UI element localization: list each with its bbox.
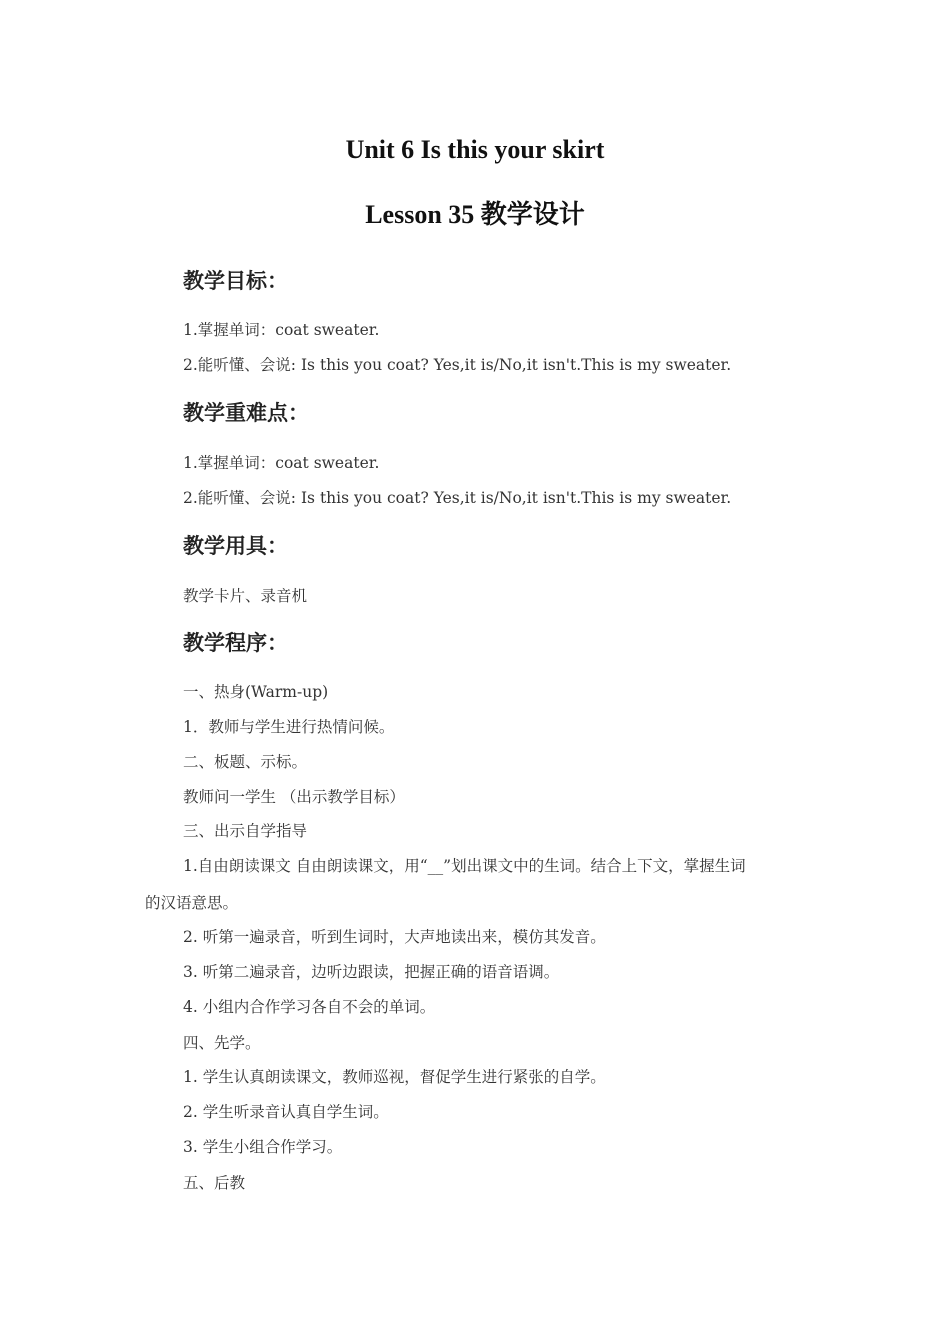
key-points-item-1: 1.掌握单词：coat sweater.: [183, 454, 380, 472]
procedure-step: 4. 小组内合作学习各自不会的单词。: [183, 998, 436, 1016]
procedure-step: 1．教师与学生进行热情问候。: [183, 718, 395, 736]
document-subtitle: Lesson 35 教学设计: [365, 200, 585, 229]
key-points-heading: 教学重难点：: [183, 400, 309, 425]
objectives-heading: 教学目标：: [183, 268, 288, 293]
key-points-item-2: 2.能听懂、会说: Is this you coat? Yes,it is/No,it isn't.This is my sweater.: [183, 489, 732, 507]
procedure-step: 3. 听第二遍录音，边听边跟读，把握正确的语音语调。: [183, 963, 560, 981]
procedure-step: 三、出示自学指导: [183, 822, 308, 840]
procedure-step-continuation: 的汉语意思。: [145, 894, 239, 912]
procedure-heading: 教学程序：: [183, 630, 288, 655]
procedure-step: 1.自由朗读课文 自由朗读课文，用“__”划出课文中的生词。结合上下文，掌握生词: [183, 857, 746, 875]
procedure-step: 1. 学生认真朗读课文，教师巡视，督促学生进行紧张的自学。: [183, 1068, 606, 1086]
tools-item-1: 教学卡片、录音机: [183, 587, 308, 605]
procedure-step: 五、后教: [183, 1174, 246, 1192]
document-title: Unit 6 Is this your skirt: [345, 135, 605, 164]
procedure-step: 教师问一学生 （出示教学目标）: [183, 788, 405, 806]
procedure-step: 一、热身(Warm-up): [183, 683, 329, 701]
objectives-item-1: 1.掌握单词：coat sweater.: [183, 321, 380, 339]
procedure-step: 2. 学生听录音认真自学生词。: [183, 1103, 389, 1121]
objectives-item-2: 2.能听懂、会说: Is this you coat? Yes,it is/No,it isn't.This is my sweater.: [183, 356, 732, 374]
procedure-step: 二、板题、示标。: [183, 753, 308, 771]
procedure-step: 2. 听第一遍录音，听到生词时，大声地读出来，模仿其发音。: [183, 928, 606, 946]
procedure-step: 3. 学生小组合作学习。: [183, 1138, 343, 1156]
procedure-step: 四、先学。: [183, 1034, 261, 1052]
tools-heading: 教学用具：: [183, 533, 288, 558]
